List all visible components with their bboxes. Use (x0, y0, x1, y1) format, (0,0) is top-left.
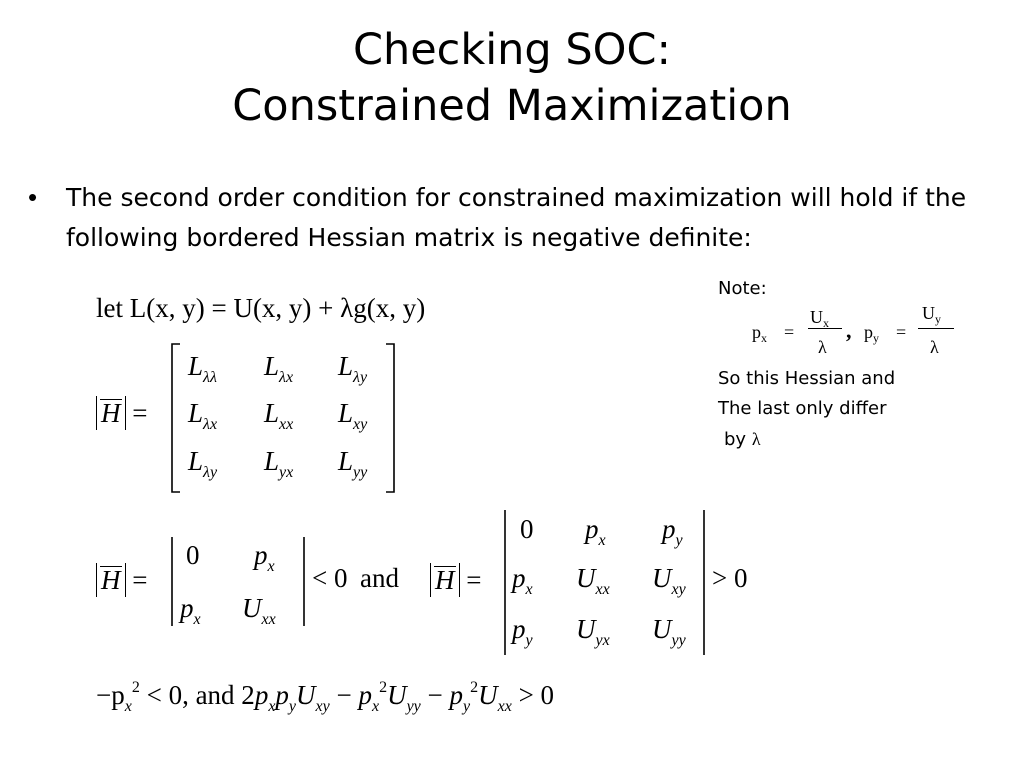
note-ux: U (810, 307, 823, 327)
note-line-3: by λ (724, 429, 761, 450)
hessian-label-1: H = (96, 396, 147, 430)
final-inequalities: $-p_x^2 < 0$, and $2p_xp_yU_{xy} - p_x^2U_{yy} - p_y^2U_{xx} > 0$ (96, 679, 555, 715)
d3-cell-13: $p_y$ (662, 514, 683, 549)
d3-cell-33: $U_{yy}$ (652, 614, 686, 649)
note-lambda-1: λ (818, 337, 827, 357)
note-comma: , (846, 318, 852, 343)
note-eq-1: = (784, 322, 795, 342)
note-label: Note: (718, 278, 767, 299)
d2-cell-11: 0 (186, 540, 200, 570)
lagrangian-expression: let L(x, y) = U(x, y) + λg(x, y) (96, 293, 426, 323)
note-p: p (752, 322, 761, 342)
d3-cell-21: $p_x$ (512, 563, 533, 598)
h-cell-12: $L_{\lambda x}$ (264, 351, 294, 386)
h-cell-22: $L_{xx}$ (264, 398, 294, 433)
d2-cell-12: $p_x$ (254, 540, 275, 575)
hessian-label-2: H = (96, 563, 147, 597)
h-cell-13: $L_{\lambda y}$ (338, 351, 368, 386)
d3-cell-22: $U_{xx}$ (576, 563, 610, 598)
note-uy: U (922, 303, 935, 323)
note-eq-2: = (896, 322, 907, 342)
note-lambda-2: λ (930, 337, 939, 357)
d3-cell-32: $U_{yx}$ (576, 614, 610, 649)
h-cell-21: $L_{\lambda x}$ (188, 398, 218, 433)
d2-cell-21: $p_x$ (180, 593, 201, 628)
bullet-text: The second order condition for constrained maximization will hold if the following bordered Hessian matrix is negative definite: (66, 183, 967, 252)
note-line-1: So this Hessian and (718, 368, 896, 389)
det2-condition: < 0 (312, 563, 348, 593)
note-p-2: p (864, 322, 873, 342)
title-line-1: Checking SOC: (352, 25, 672, 75)
and-word: and (360, 563, 399, 593)
bullet-dot-icon: • (28, 182, 38, 212)
hessian-label-3: H = (430, 563, 481, 597)
d3-cell-12: $p_x$ (585, 514, 606, 549)
bracket-left (172, 344, 180, 492)
det3-condition: > 0 (712, 563, 748, 593)
h-cell-23: $L_{xy}$ (338, 398, 368, 433)
note-line-2: The last only differ (718, 398, 887, 419)
bracket-right (386, 344, 394, 492)
d3-cell-23: $U_{xy}$ (652, 563, 686, 598)
h-cell-31: $L_{\lambda y}$ (188, 446, 218, 481)
title-line-2: Constrained Maximization (232, 81, 792, 131)
d3-cell-11: 0 (520, 514, 534, 544)
d3-cell-31: $p_y$ (512, 614, 533, 649)
h-cell-32: $L_{yx}$ (264, 446, 294, 481)
h-cell-33: $L_{yy}$ (338, 446, 368, 481)
d2-cell-22: $U_{xx}$ (242, 593, 276, 628)
note-formula: $p_x$ = $U_x$ λ , $p_y$ = $U_y$ λ (718, 304, 988, 364)
h-cell-11: $L_{\lambda\lambda}$ (188, 351, 217, 386)
